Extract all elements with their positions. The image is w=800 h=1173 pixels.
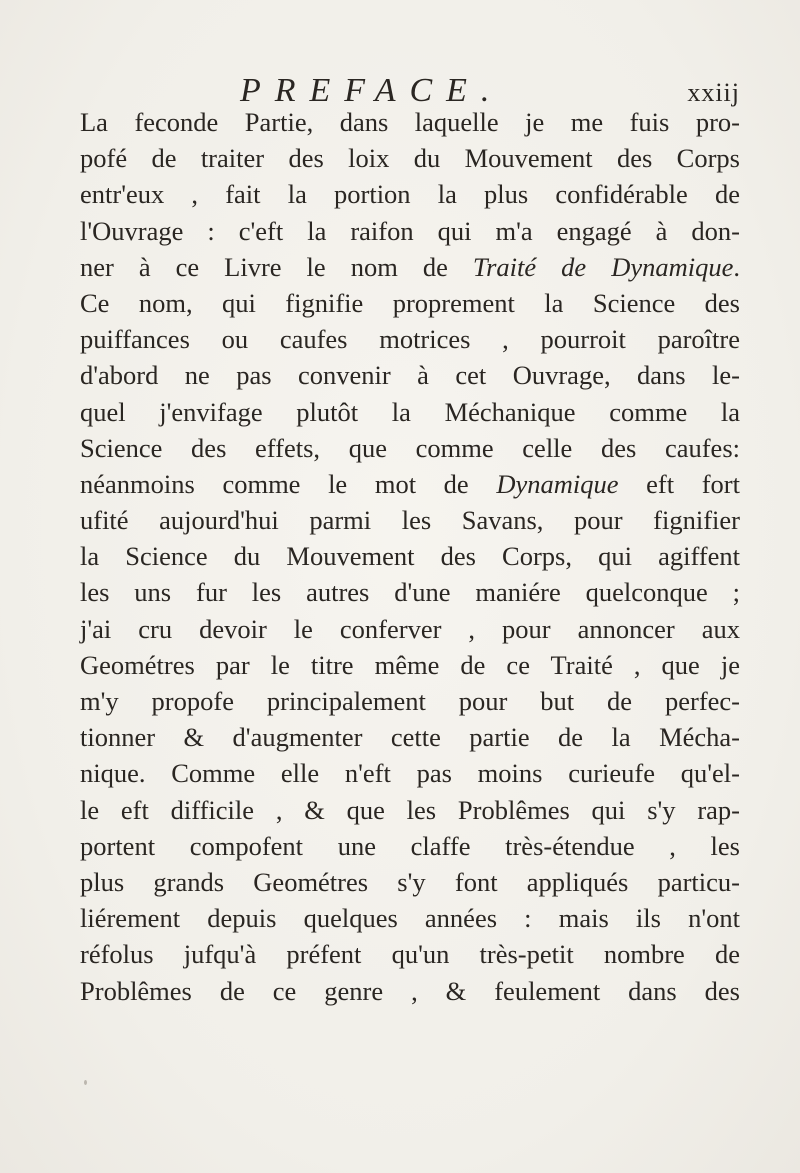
running-title: PREFACE. [240,72,504,109]
text-line: d'abord ne pas convenir à cet Ouvrage, dans le- [80,360,740,391]
text-line: liérement depuis quelques années : mais ils n'ont [80,903,740,934]
text-line: Science des effets, que comme celle des caufes: [80,432,740,463]
text-line: entr'eux , fait la portion la plus confidérable de [80,179,740,210]
text-line: j'ai cru devoir le conferver , pour annoncer aux [80,613,740,644]
text-line: Problêmes de ce genre , & feulement dans des [80,975,740,1006]
text-line: plus grands Geométres s'y font appliqués particu- [80,866,740,897]
text-line: l'Ouvrage : c'eft la raifon qui m'a engagé à don- [80,215,740,246]
text-line: pofé de traiter des loix du Mouvement des Corps [80,143,740,174]
text-line: tionner & d'augmenter cette partie de la Mécha- [80,722,740,753]
text-line: réfolus jufqu'à préfent qu'un très-petit nombre de [80,939,740,970]
text-line: nique. Comme elle n'eft pas moins curieufe qu'el- [80,758,740,789]
text-line: le eft difficile , & que les Problêmes qui s'y rap- [80,794,740,825]
text-line: Ce nom, qui fignifie proprement la Science des [80,287,740,318]
text-line: la Science du Mouvement des Corps, qui agiffent [80,541,740,572]
text-line: les uns fur les autres d'une maniére quelconque ; [80,577,740,608]
italic-title: Traité de Dynamique [472,251,734,282]
text-line: Geométres par le titre même de ce Traité , que je [80,649,740,680]
text-line: ner à ce Livre le nom de Traité de Dynamique. [80,251,740,282]
paper-speck [84,1080,87,1085]
text-line: portent compofent une claffe très-étendue , les [80,830,740,861]
body-text [80,104,740,1009]
page-number: xxiij [687,78,740,107]
text-line: puiffances ou caufes motrices , pourroit paroître [80,324,740,355]
text-line: quel j'envifage plutôt la Méchanique comme la [80,396,740,427]
italic-term: Dynamique [496,468,619,499]
text-line: La feconde Partie, dans laquelle je me fuis pro- [80,107,740,137]
text-line: néanmoins comme le mot de Dynamique eft fort [80,468,740,499]
text-line: ufité aujourd'hui parmi les Savans, pour fignifier [80,505,740,536]
text-line: m'y propofe principalement pour but de perfec- [80,686,740,716]
